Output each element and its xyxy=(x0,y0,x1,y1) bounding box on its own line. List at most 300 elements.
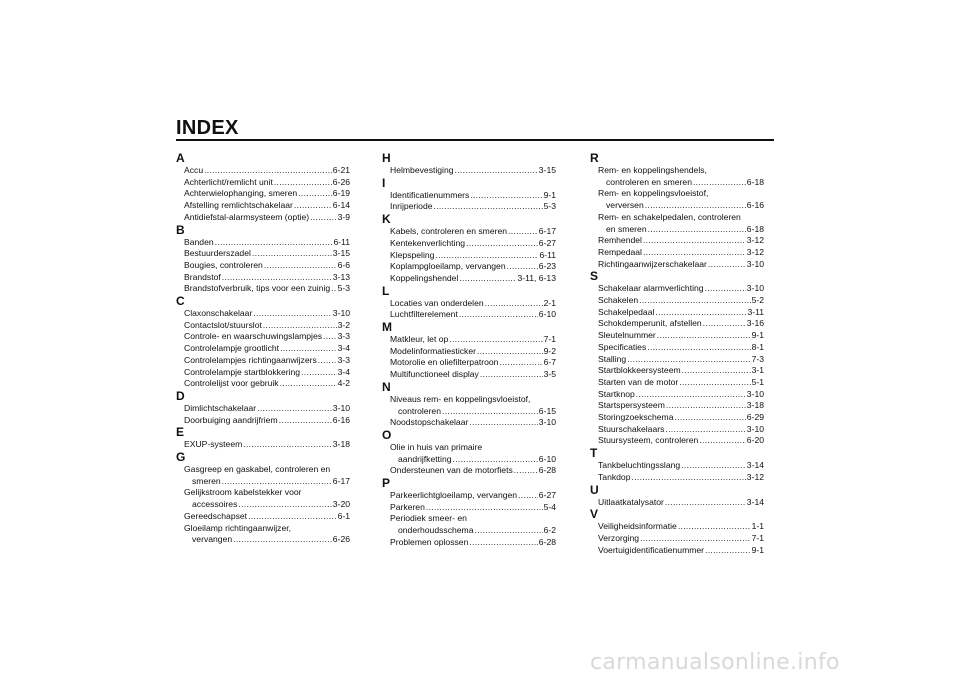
page-number: 6-18 xyxy=(746,223,764,234)
index-entry xyxy=(176,177,350,189)
page-number: 5-4 xyxy=(543,501,556,512)
index-entry xyxy=(176,260,350,272)
index-entry xyxy=(176,248,350,260)
dot-leader xyxy=(434,201,543,213)
index-entry xyxy=(382,465,556,477)
entry-text: Uitlaatkatalysator xyxy=(598,496,664,507)
entry-text: controleren xyxy=(398,405,441,416)
index-entry xyxy=(176,355,350,367)
section-letter: A xyxy=(176,151,185,165)
dot-leader xyxy=(274,177,332,189)
dot-leader xyxy=(499,357,542,369)
page-number: 3-2 xyxy=(337,319,350,330)
entry-text: Schakelpedaal xyxy=(598,306,655,317)
entry-text: Controlelijst voor gebruik xyxy=(184,378,279,389)
page-number: 6-28 xyxy=(538,465,556,476)
dot-leader xyxy=(455,165,538,177)
entry-text: Luchtfilterelement xyxy=(390,309,458,320)
index-entry xyxy=(590,435,764,447)
section-letter: C xyxy=(176,294,185,309)
page-number: 3-15 xyxy=(538,165,556,175)
entry-text: Achterlicht/remlicht unit xyxy=(184,176,273,187)
entry-text: Klepspeling xyxy=(390,249,435,260)
entry-text: Controle- en waarschuwingslampjes xyxy=(184,331,323,342)
entry-text: Kabels, controleren en smeren xyxy=(390,226,508,237)
index-entry xyxy=(382,513,556,536)
entry-text: Sleutelnummer xyxy=(598,330,656,341)
section-letter: T xyxy=(590,446,598,461)
section-letter: N xyxy=(382,379,391,394)
dot-leader xyxy=(310,212,336,224)
entry-text: Parkeren xyxy=(390,501,425,512)
page-number: 5-1 xyxy=(751,376,764,387)
title-rule xyxy=(176,139,774,141)
index-entry xyxy=(176,165,350,177)
dot-leader xyxy=(518,490,538,502)
dot-leader xyxy=(514,465,538,477)
section-letter: U xyxy=(590,482,599,497)
dot-leader xyxy=(243,439,332,451)
page-number: 6-6 xyxy=(337,259,350,270)
index-entry xyxy=(176,320,350,332)
page-number: 9-1 xyxy=(543,189,556,200)
entry-text: Modelinformatiesticker xyxy=(390,345,476,356)
dot-leader xyxy=(657,330,751,342)
dot-leader xyxy=(643,235,746,247)
entry-text: Tankbeluchtingsslang xyxy=(598,460,681,471)
index-entry xyxy=(176,343,350,355)
dot-leader xyxy=(264,260,337,272)
page-number: 3-12 xyxy=(746,246,764,257)
page-number: 6-18 xyxy=(746,176,764,187)
entry-text: Motorolie en oliefilterpatroon xyxy=(390,357,499,368)
dot-leader xyxy=(666,400,746,412)
entry-text: Verzorging xyxy=(598,532,640,543)
entry-text: Bestuurderszadel xyxy=(184,248,251,259)
page-number: 3-13 xyxy=(332,271,350,282)
page-title: INDEX xyxy=(176,117,239,139)
dot-leader xyxy=(280,378,337,390)
dot-leader xyxy=(705,283,746,295)
index-entry xyxy=(590,521,764,533)
index-entry xyxy=(590,295,764,307)
entry-text: verversen xyxy=(606,200,644,211)
entry-text: Koplampgloeilamp, vervangen xyxy=(390,261,506,272)
index-entry xyxy=(590,460,764,472)
dot-leader xyxy=(645,200,746,212)
page-number: 3-18 xyxy=(746,400,764,411)
section-letter: G xyxy=(176,450,186,465)
entry-text: smeren xyxy=(192,475,221,486)
dot-leader xyxy=(665,497,746,509)
dot-leader xyxy=(485,298,543,310)
entry-text: Identificatienummers xyxy=(390,189,470,200)
page-number: 5-2 xyxy=(751,295,764,306)
dot-leader xyxy=(477,346,543,358)
entry-text: Gasgreep en gaskabel, controleren en xyxy=(184,464,331,475)
page-number: 3-1 xyxy=(751,365,764,376)
entry-text: Problemen oplossen xyxy=(390,536,469,547)
entry-text: Schakelen xyxy=(598,295,639,306)
entry-text: Brandstof xyxy=(184,271,221,282)
index-entry xyxy=(176,237,350,249)
page-number: 3-4 xyxy=(337,343,350,354)
dot-leader xyxy=(279,415,332,427)
entry-text: Helmbevestiging xyxy=(390,165,454,175)
entry-text: Accu xyxy=(184,165,204,175)
entry-text: Rem- en koppelingsvloeistof, xyxy=(598,188,709,199)
index-entry xyxy=(590,377,764,389)
entry-text: controleren en smeren xyxy=(606,176,692,187)
entry-text: Periodiek smeer- en xyxy=(390,513,467,524)
index-entry xyxy=(382,165,556,177)
index-entry xyxy=(382,490,556,502)
entry-text: Parkeerlichtgloeilamp, vervangen xyxy=(390,490,518,501)
page-number: 6-10 xyxy=(538,453,556,464)
index-entry xyxy=(176,403,350,415)
page-number: 6-15 xyxy=(538,405,556,416)
entry-text: Richtingaanwijzerschakelaar xyxy=(598,258,707,269)
dot-leader xyxy=(678,521,751,533)
section-letter: P xyxy=(382,476,391,491)
entry-text: Multifunctioneel display xyxy=(390,369,479,380)
index-entry xyxy=(590,283,764,295)
page-number: 6-17 xyxy=(332,475,350,486)
index-entry xyxy=(382,417,556,429)
entry-text: Rem- en schakelpedalen, controleren xyxy=(598,211,741,222)
page-number: 6-10 xyxy=(538,309,556,320)
index-entry xyxy=(382,250,556,262)
entry-text: onderhoudsschema xyxy=(398,525,474,536)
entry-text: Olie in huis van primaire xyxy=(390,441,483,452)
index-entry xyxy=(176,272,350,284)
page-number: 9-1 xyxy=(751,544,764,555)
index-entry xyxy=(590,472,764,484)
dot-leader xyxy=(640,533,750,545)
entry-text: Tankdop xyxy=(598,471,631,482)
page-number: 6-20 xyxy=(746,435,764,446)
page-number: 6-14 xyxy=(332,200,350,211)
page-number: 3-5 xyxy=(543,369,556,380)
page-number: 3-10 xyxy=(746,388,764,399)
page-number: 4-2 xyxy=(337,378,350,389)
index-entry xyxy=(176,283,350,295)
index-entry xyxy=(590,165,764,188)
dot-leader xyxy=(475,525,543,537)
entry-text: Contactslot/stuurslot xyxy=(184,319,262,330)
dot-leader xyxy=(469,537,537,549)
entry-text: aandrijfketting xyxy=(398,453,452,464)
entry-text: Startknop xyxy=(598,388,635,399)
dot-leader xyxy=(480,369,543,381)
index-entry xyxy=(176,200,350,212)
index-entry xyxy=(590,400,764,412)
index-entry xyxy=(590,247,764,259)
dot-leader xyxy=(647,342,750,354)
section-letter: B xyxy=(176,222,185,237)
dot-leader xyxy=(280,343,337,355)
section-letter: E xyxy=(176,425,185,440)
dot-leader xyxy=(453,454,538,466)
index-entry xyxy=(176,439,350,451)
entry-text: Gloeilamp richtingaanwijzer, xyxy=(184,522,291,533)
index-entry xyxy=(382,273,556,285)
index-entry xyxy=(590,412,764,424)
page-number: 3-11 xyxy=(747,306,764,317)
index-entry xyxy=(382,238,556,250)
dot-leader xyxy=(648,224,746,236)
dot-leader xyxy=(323,331,337,343)
dot-leader xyxy=(435,250,538,262)
page-number: 6-28 xyxy=(538,536,556,547)
dot-leader xyxy=(298,188,332,200)
index-entry xyxy=(176,308,350,320)
index-entry xyxy=(590,389,764,401)
entry-text: Rem- en koppelingshendels, xyxy=(598,165,707,175)
dot-leader xyxy=(682,365,751,377)
dot-leader xyxy=(470,190,542,202)
page-number: 3-3 xyxy=(337,354,350,365)
page-number: 5-3 xyxy=(543,201,556,212)
entry-text: Remhendel xyxy=(598,235,642,246)
index-entry xyxy=(590,259,764,271)
page-number: 3-10 xyxy=(746,283,764,294)
index-entry xyxy=(176,415,350,427)
dot-leader xyxy=(252,248,332,260)
entry-text: Schokdemperunit, afstellen xyxy=(598,318,702,329)
index-entry xyxy=(382,502,556,514)
index-entry xyxy=(382,357,556,369)
index-entry xyxy=(590,330,764,342)
dot-leader xyxy=(655,307,746,319)
page-number: 6-27 xyxy=(538,237,556,248)
index-entry xyxy=(176,378,350,390)
section-letter: D xyxy=(176,388,185,403)
index-entry xyxy=(176,367,350,379)
page-number: 9-1 xyxy=(751,330,764,341)
page-number: 3-20 xyxy=(332,499,350,510)
index-entry xyxy=(590,307,764,319)
page-number: 7-1 xyxy=(751,532,764,543)
index-entry xyxy=(176,464,350,487)
index-entry xyxy=(590,497,764,509)
dot-leader xyxy=(466,238,538,250)
dot-leader xyxy=(318,355,337,367)
section-letter: O xyxy=(382,427,392,442)
entry-text: Bougies, controleren xyxy=(184,259,263,270)
index-entry xyxy=(382,201,556,213)
entry-text: Startblokkeersysteem xyxy=(598,365,681,376)
index-entry xyxy=(382,226,556,238)
entry-text: Noodstopschakelaar xyxy=(390,417,469,428)
index-entry xyxy=(382,298,556,310)
dot-leader xyxy=(215,237,333,249)
index-entry xyxy=(590,235,764,247)
dot-leader xyxy=(449,334,542,346)
entry-text: Claxonschakelaar xyxy=(184,308,253,319)
index-entry xyxy=(590,424,764,436)
entry-text: Veiligheidsinformatie xyxy=(598,521,677,532)
entry-text: Locaties van onderdelen xyxy=(390,297,484,308)
dot-leader xyxy=(508,226,538,238)
dot-leader xyxy=(294,200,332,212)
dot-leader xyxy=(507,261,538,273)
dot-leader xyxy=(627,354,750,366)
entry-text: Gelijkstroom kabelstekker voor xyxy=(184,487,302,498)
dot-leader xyxy=(331,283,336,295)
index-entry xyxy=(590,342,764,354)
page-number: 6-11 xyxy=(539,249,556,260)
page-number: 3-14 xyxy=(746,496,764,507)
entry-text: Kentekenverlichting xyxy=(390,237,466,248)
dot-leader xyxy=(204,165,332,177)
page-number: 3-4 xyxy=(337,366,350,377)
page-number: 1-1 xyxy=(751,521,764,532)
page-number: 2-1 xyxy=(543,297,556,308)
page-number: 6-7 xyxy=(543,357,556,368)
entry-text: Banden xyxy=(184,236,214,247)
page-number: 3-12 xyxy=(746,471,764,482)
entry-text: vervangen xyxy=(192,534,233,545)
page-number: 3-12 xyxy=(746,235,764,246)
page-number: 3-18 xyxy=(332,439,350,450)
dot-leader xyxy=(708,259,746,271)
page-number: 3-10 xyxy=(746,423,764,434)
section-letter: S xyxy=(590,269,599,284)
dot-leader xyxy=(257,403,332,415)
dot-leader xyxy=(693,177,746,189)
entry-text: Ondersteunen van de motorfiets xyxy=(390,465,513,476)
entry-text: Antidiefstal-alarmsysteem (optie) xyxy=(184,211,310,222)
dot-leader xyxy=(665,424,745,436)
index-entry xyxy=(382,442,556,465)
page-number: 6-16 xyxy=(746,200,764,211)
entry-text: en smeren xyxy=(606,223,647,234)
page-number: 6-16 xyxy=(332,414,350,425)
entry-text: Koppelingshendel xyxy=(390,272,459,283)
dot-leader xyxy=(238,499,331,511)
entry-text: Stuurschakelaars xyxy=(598,423,665,434)
dot-leader xyxy=(222,272,332,284)
page-number: 9-2 xyxy=(543,345,556,356)
entry-text: Rempedaal xyxy=(598,246,642,257)
entry-text: Schakelaar alarmverlichting xyxy=(598,283,704,294)
index-entry xyxy=(590,318,764,330)
index-entry xyxy=(590,545,764,557)
dot-leader xyxy=(233,534,332,546)
index-column-1 xyxy=(176,152,350,546)
dot-leader xyxy=(679,377,750,389)
entry-text: Doorbuiging aandrijfriem xyxy=(184,414,278,425)
entry-text: Voertuigidentificatienummer xyxy=(598,544,705,555)
dot-leader xyxy=(263,320,337,332)
dot-leader xyxy=(442,406,538,418)
dot-leader xyxy=(674,412,745,424)
index-entry xyxy=(176,188,350,200)
index-entry xyxy=(382,346,556,358)
dot-leader xyxy=(681,460,746,472)
entry-text: Startspersysteem xyxy=(598,400,665,411)
index-entry xyxy=(382,261,556,273)
index-entry xyxy=(382,309,556,321)
entry-text: Controlelampje startblokkering xyxy=(184,366,301,377)
page-number: 6-21 xyxy=(332,165,350,175)
page-number: 7-1 xyxy=(543,334,556,345)
page-number: 6-27 xyxy=(538,490,556,501)
dot-leader xyxy=(301,367,337,379)
entry-text: Inrijperiode xyxy=(390,201,433,212)
index-entry xyxy=(176,212,350,224)
entry-text: Stalling xyxy=(598,353,627,364)
index-entry xyxy=(590,365,764,377)
index-column-3 xyxy=(590,152,764,556)
page-number: 8-1 xyxy=(751,341,764,352)
entry-text: Stuursysteem, controleren xyxy=(598,435,699,446)
page-number: 3-10 xyxy=(746,258,764,269)
dot-leader xyxy=(248,511,337,523)
dot-leader xyxy=(705,545,751,557)
index-entry xyxy=(590,354,764,366)
index-entry xyxy=(382,369,556,381)
watermark: carmanualsonline.info xyxy=(590,650,840,675)
index-entry xyxy=(590,212,764,235)
index-entry xyxy=(176,511,350,523)
entry-text: Afstelling remlichtschakelaar xyxy=(184,200,293,211)
entry-text: Specificaties xyxy=(598,341,647,352)
page-number: 5-3 xyxy=(337,283,350,294)
entry-text: Niveaus rem- en koppelingsvloeistof, xyxy=(390,393,531,404)
index-entry xyxy=(382,334,556,346)
page-number: 3-9 xyxy=(337,211,350,222)
index-entry xyxy=(590,188,764,211)
page-number: 6-26 xyxy=(332,534,350,545)
dot-leader xyxy=(636,389,746,401)
entry-text: Achterwielophanging, smeren xyxy=(184,188,298,199)
entry-text: Gereedschapset xyxy=(184,510,248,521)
section-letter: H xyxy=(382,151,391,165)
index-entry xyxy=(590,533,764,545)
page-number: 6-11 xyxy=(333,236,350,247)
entry-text: accessoires xyxy=(192,499,238,510)
entry-text: Starten van de motor xyxy=(598,376,679,387)
page-number: 3-10 xyxy=(332,308,350,319)
section-letter: V xyxy=(590,507,599,522)
dot-leader xyxy=(459,309,538,321)
page-number: 3-10 xyxy=(538,417,556,428)
dot-leader xyxy=(469,417,537,429)
entry-text: Dimlichtschakelaar xyxy=(184,402,257,413)
dot-leader xyxy=(639,295,750,307)
entry-text: Controlelampjes richtingaanwijzers xyxy=(184,354,317,365)
dot-leader xyxy=(699,435,745,447)
index-entry xyxy=(176,523,350,546)
dot-leader xyxy=(253,308,331,320)
section-letter: L xyxy=(382,283,390,298)
dot-leader xyxy=(703,318,746,330)
entry-text: Brandstofverbruik, tips voor een zuinig xyxy=(184,283,331,294)
page-number: 3-16 xyxy=(746,318,764,329)
page-number: 3-10 xyxy=(332,402,350,413)
page-number: 6-1 xyxy=(337,510,350,521)
section-letter: R xyxy=(590,151,599,165)
page-number: 3-3 xyxy=(337,331,350,342)
page-number: 6-29 xyxy=(746,412,764,423)
section-letter: K xyxy=(382,212,391,227)
dot-leader xyxy=(643,247,746,259)
index-entry xyxy=(382,394,556,417)
dot-leader xyxy=(632,472,746,484)
page-number: 6-2 xyxy=(543,525,556,536)
